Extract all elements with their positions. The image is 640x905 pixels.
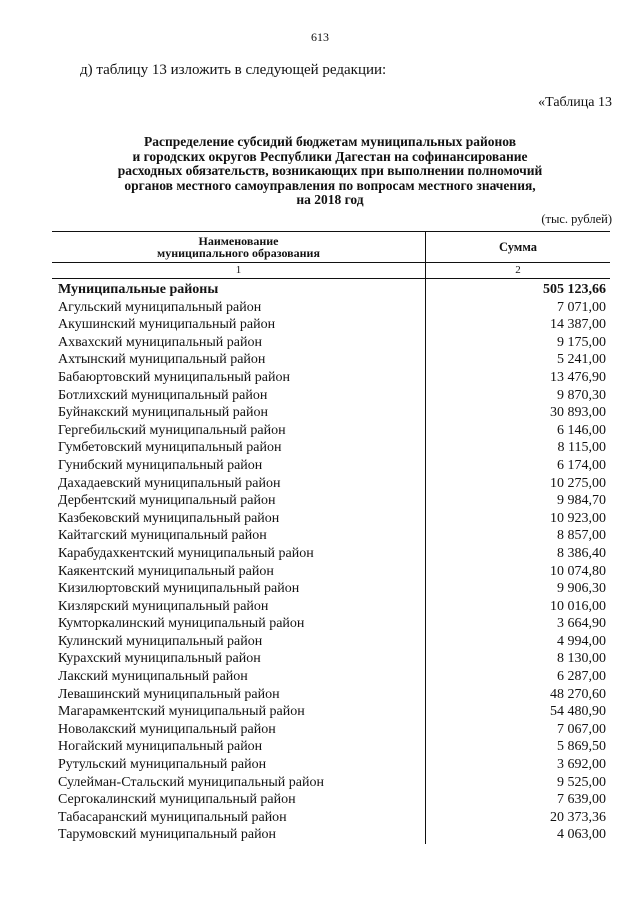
table-row-name: Лакский муниципальный район bbox=[58, 669, 248, 685]
table-row-name: Левашинский муниципальный район bbox=[58, 686, 280, 702]
table-row-value: 9 175,00 bbox=[557, 334, 606, 350]
table-row-name: Дербентский муниципальный район bbox=[58, 493, 276, 509]
table-row-value: 7 639,00 bbox=[557, 792, 606, 808]
header-name-cell bbox=[52, 232, 426, 262]
table-row-name: Дахадаевский муниципальный район bbox=[58, 475, 281, 491]
table-row-name: Ногайский муниципальный район bbox=[58, 739, 263, 755]
table-row-name: Гергебильский муниципальный район bbox=[58, 422, 286, 438]
column-numbers-row bbox=[52, 263, 610, 279]
table-row-name: Кайтагский муниципальный район bbox=[58, 528, 267, 544]
table-row-name: Каякентский муниципальный район bbox=[58, 563, 274, 579]
table-row-value: 9 984,70 bbox=[557, 493, 606, 509]
table-header bbox=[52, 232, 610, 263]
table-title bbox=[50, 135, 610, 208]
table-row-value: 8 857,00 bbox=[557, 528, 606, 544]
table-row-name: Новолакский муниципальный район bbox=[58, 721, 276, 737]
table-row-value: 6 146,00 bbox=[557, 422, 606, 438]
table-row-name: Кизлярский муниципальный район bbox=[58, 598, 269, 614]
table-row-value: 10 016,00 bbox=[550, 598, 606, 614]
header-name-line: муниципального образования bbox=[157, 246, 320, 260]
table-row-value: 5 869,50 bbox=[557, 739, 606, 755]
intro-text: д) таблицу 13 изложить в следующей редакции: bbox=[80, 62, 387, 78]
table-row-value: 3 664,90 bbox=[557, 616, 606, 632]
table-row-name: Кизилюртовский муниципальный район bbox=[58, 581, 300, 597]
table-row-name: Тарумовский муниципальный район bbox=[58, 827, 277, 843]
table-row-name: Гунибский муниципальный район bbox=[58, 457, 263, 473]
title-line: Распределение субсидий бюджетам муниципальных районов bbox=[143, 134, 517, 149]
header-name-line: Наименование bbox=[198, 234, 279, 248]
table-row-value: 10 074,80 bbox=[550, 563, 606, 579]
table-row-value: 9 525,00 bbox=[557, 774, 606, 790]
table-row-value: 9 870,30 bbox=[557, 387, 606, 403]
table-row-value: 8 130,00 bbox=[557, 651, 606, 667]
table-row-value: 7 067,00 bbox=[557, 721, 606, 737]
title-line: органов местного самоуправления по вопросам местного значения, bbox=[124, 177, 536, 193]
table-row-name: Магарамкентский муниципальный район bbox=[58, 704, 305, 720]
title-line: и городских округов Республики Дагестан на софинансирование bbox=[132, 148, 528, 164]
table-row-name: Кумторкалинский муниципальный район bbox=[58, 616, 305, 632]
table-row-total-value: 505 123,66 bbox=[543, 282, 606, 297]
table-row-name: Курахский муниципальный район bbox=[58, 651, 261, 667]
table-row-value: 48 270,60 bbox=[550, 686, 606, 702]
table-row-name: Сулейман-Стальский муниципальный район bbox=[58, 774, 324, 790]
table-row-name: Табасаранский муниципальный район bbox=[58, 809, 287, 825]
table-row-value: 54 480,90 bbox=[550, 704, 606, 720]
table-row-value: 7 071,00 bbox=[557, 299, 606, 315]
table-row-value: 9 906,30 bbox=[557, 581, 606, 597]
table-row-value: 8 115,00 bbox=[557, 440, 606, 456]
table-row-name: Рутульский муниципальный район bbox=[58, 757, 267, 773]
units-label: (тыс. рублей) bbox=[541, 212, 612, 226]
table-row-name: Акушинский муниципальный район bbox=[58, 317, 276, 333]
column-number-1: 1 bbox=[52, 263, 426, 278]
table-row-name: Казбековский муниципальный район bbox=[58, 510, 280, 526]
table-row-value: 5 241,00 bbox=[557, 352, 606, 368]
title-line: расходных обязательств, возникающих при выполнении полномочий bbox=[117, 163, 543, 178]
table-row-value: 14 387,00 bbox=[550, 317, 606, 333]
header-sum-cell: Сумма bbox=[499, 239, 537, 254]
table-row-name: Ахтынский муниципальный район bbox=[58, 352, 266, 368]
table-row-value: 6 174,00 bbox=[557, 457, 606, 473]
title-line: на 2018 год bbox=[296, 192, 364, 207]
table-reference: «Таблица 13 bbox=[538, 95, 612, 110]
table-row-name: Ахвахский муниципальный район bbox=[58, 334, 262, 350]
table-row-value: 3 692,00 bbox=[557, 757, 606, 773]
table-body bbox=[52, 279, 610, 844]
table-row-value: 10 275,00 bbox=[550, 475, 606, 491]
table-row-name: Бабаюртовский муниципальный район bbox=[58, 369, 290, 385]
table-row-name: Гумбетовский муниципальный район bbox=[58, 440, 282, 456]
values-column bbox=[426, 279, 610, 844]
table-row-name: Карабудахкентский муниципальный район bbox=[58, 545, 314, 561]
table-row-value: 13 476,90 bbox=[550, 369, 606, 385]
table-row-value: 4 063,00 bbox=[557, 827, 606, 843]
table-row-value: 4 994,00 bbox=[557, 633, 606, 649]
table-row-value: 20 373,36 bbox=[550, 809, 606, 825]
column-number-2: 2 bbox=[515, 264, 521, 276]
subsidy-table bbox=[52, 231, 610, 844]
table-row-total-name: Муниципальные районы bbox=[58, 282, 219, 297]
names-column bbox=[52, 279, 426, 844]
table-row-name: Буйнакский муниципальный район bbox=[58, 405, 268, 421]
table-row-name: Агульский муниципальный район bbox=[58, 299, 262, 315]
table-row-name: Ботлихский муниципальный район bbox=[58, 387, 268, 403]
page-number: 613 bbox=[311, 30, 329, 44]
table-row-name: Сергокалинский муниципальный район bbox=[58, 792, 296, 808]
table-row-value: 6 287,00 bbox=[557, 669, 606, 685]
table-row-name: Кулинский муниципальный район bbox=[58, 633, 263, 649]
table-row-value: 8 386,40 bbox=[557, 545, 606, 561]
table-row-value: 30 893,00 bbox=[550, 405, 606, 421]
table-row-value: 10 923,00 bbox=[550, 510, 606, 526]
